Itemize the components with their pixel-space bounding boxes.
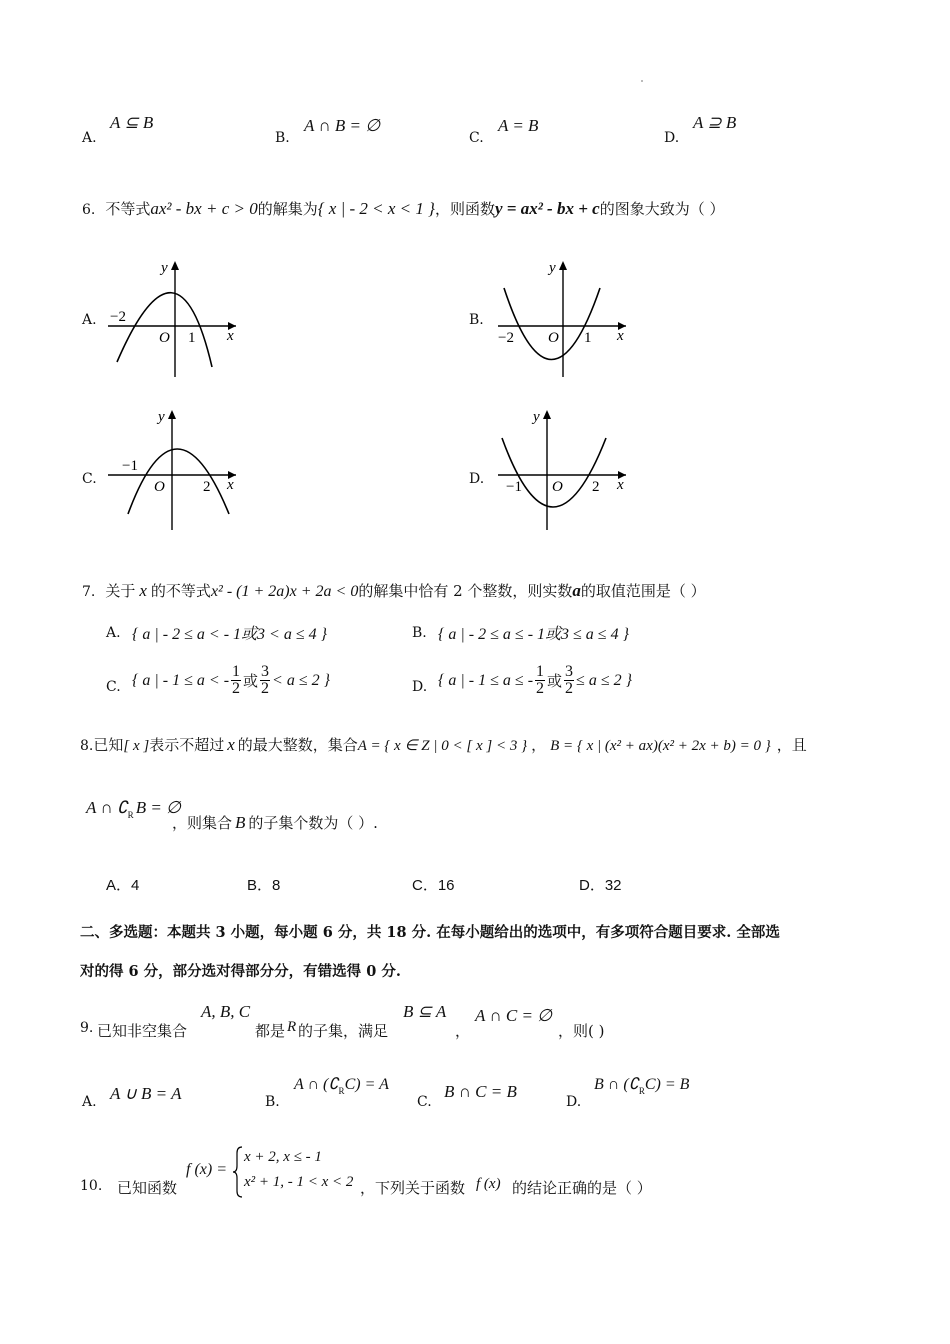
q8-floor: [ x ] [123, 738, 150, 754]
q7-var: x [139, 581, 147, 600]
q7-text-2: 的不等式 [150, 582, 211, 600]
q10-case-1: x + 2, x ≤ - 1 [244, 1149, 322, 1165]
q9-cond-1: B ⊆ A [403, 1002, 447, 1021]
q7-param: a [572, 581, 581, 600]
q9-option-a-label[interactable]: A. [82, 1094, 97, 1110]
d-fraction-2-num: 3 [565, 663, 574, 680]
q8-number: 8. [80, 738, 94, 754]
q8-option-d-value: 32 [604, 877, 622, 894]
q7-option-d-text [438, 664, 632, 697]
d9-sub: R [638, 1086, 645, 1096]
q8-text-6: 的子集个数为（ ）. [248, 814, 378, 832]
parabola-curve [504, 288, 600, 360]
q8-stem-line2 [172, 812, 378, 833]
c-fraction-1 [231, 664, 241, 697]
q9-option-c-label[interactable]: C. [417, 1094, 432, 1110]
q8-cond-end: B = ∅ [135, 798, 181, 817]
q7-stem [82, 580, 706, 601]
q6-number: 6. [82, 202, 96, 218]
parabola-curve [128, 449, 229, 514]
q8-cond-sub: R [127, 810, 134, 820]
x-axis-label: x [617, 328, 624, 344]
y-axis-label: y [533, 409, 540, 425]
q6-inequality: ax² - bx + c > 0 [150, 199, 258, 218]
q8-option-b-label: B． [247, 877, 273, 894]
c-pre: { a | - 1 ≤ a < - [132, 671, 230, 689]
q6-graph-a-label[interactable]: A. [82, 312, 97, 328]
q8-option-c[interactable] [412, 874, 455, 895]
q8-option-a-label: A． [106, 877, 132, 894]
q5-option-b-expr: A ∩ B = ∅ [304, 116, 381, 135]
q8-text-5: ，则集合 [172, 814, 233, 832]
x-axis-label: x [227, 328, 234, 344]
q7-text-3: 的解集中恰有 2 个整数，则实数 [358, 582, 573, 600]
y-axis-label: y [161, 260, 168, 276]
q10-fx: f (x) [476, 1176, 501, 1192]
neg-root-label: −2 [498, 330, 514, 346]
q9-cond-2: A ∩ C = ∅ [475, 1006, 552, 1025]
q6-graph-d-label[interactable]: D. [469, 471, 485, 487]
q8-option-d-label: D． [579, 877, 605, 894]
y-arrow-icon [559, 261, 567, 270]
neg-root-label: −1 [122, 458, 138, 474]
q9-text-2: 都是 [255, 1022, 286, 1040]
q6-solution-set: { x | - 2 < x < 1 } [317, 199, 435, 218]
q7-number: 7. [82, 584, 96, 600]
c-fraction-2 [260, 664, 270, 697]
q8-option-a-value: 4 [131, 877, 140, 894]
q6-stem [82, 198, 724, 219]
q6-graph-d [490, 404, 640, 534]
q9-option-d-label[interactable]: D. [566, 1094, 582, 1110]
origin-label: O [154, 479, 165, 495]
q6-graph-c-label[interactable]: C. [82, 471, 97, 487]
c-fraction-2-den: 2 [261, 680, 270, 697]
q9-r: R [287, 1019, 297, 1035]
q5-option-d-label[interactable]: D. [664, 130, 680, 146]
q7-option-b-label[interactable]: B. [412, 625, 427, 641]
d-fraction-1-den: 2 [536, 680, 545, 697]
q10-number: 10. [80, 1178, 103, 1194]
q5-option-c-expr: A = B [498, 116, 539, 135]
q7-option-b-text: { a | - 2 ≤ a ≤ - 1或3 ≤ a ≤ 4 } [438, 626, 629, 643]
origin-label: O [548, 330, 559, 346]
q9-text-1: 已知非空集合 [97, 1022, 188, 1040]
q8-option-c-label: C． [412, 877, 438, 894]
q8-option-a[interactable] [106, 874, 139, 895]
d-fraction-2-den: 2 [565, 680, 574, 697]
q8-option-b[interactable] [247, 874, 280, 895]
q9-option-b-label[interactable]: B. [265, 1094, 280, 1110]
q8-text-2: 表示不超过 [149, 736, 225, 754]
q8-option-d[interactable] [579, 874, 622, 895]
scan-speck [641, 80, 643, 82]
q9-number: 9. [80, 1020, 94, 1036]
piecewise-brace-icon [233, 1146, 243, 1198]
q6-graph-c [100, 404, 250, 534]
q6-text-3: ，则函数 [434, 200, 495, 218]
q7-option-a-label[interactable]: A. [106, 625, 121, 641]
q8-set-b: B = { x | (x² + ax)(x² + 2x + b) = 0 } [550, 738, 771, 754]
y-arrow-icon [171, 261, 179, 270]
neg-root-label: −1 [506, 479, 522, 495]
q9-comma: ， [455, 1022, 471, 1040]
q6-graph-b-label[interactable]: B. [469, 312, 484, 328]
q5-option-a-label[interactable]: A. [82, 130, 97, 146]
q9-option-c-expr: B ∩ C = B [444, 1082, 517, 1101]
d9-post: C) = B [644, 1076, 690, 1093]
q7-inequality: x² - (1 + 2a)x + 2a < 0 [210, 583, 359, 600]
q9-option-b-expr [294, 1074, 389, 1094]
origin-label: O [159, 330, 170, 346]
q7-text-4: 的取值范围是（ ） [580, 582, 706, 600]
q6-text-4: 的图象大致为（ ） [599, 200, 725, 218]
d9-pre: B ∩ (∁ [594, 1076, 639, 1093]
q5-option-c-label[interactable]: C. [469, 130, 484, 146]
x-axis-label: x [617, 477, 624, 493]
q10-text-2: ，下列关于函数 [360, 1179, 466, 1197]
parabola-curve [502, 438, 606, 507]
y-axis-label: y [549, 260, 556, 276]
section-2-heading-line1: 二、多选题：本题共 3 小题，每小题 6 分，共 18 分. 在每小题给出的选项中，有多项符合题目要求. 全部选 [80, 924, 780, 941]
q9-sets: A, B, C [201, 1002, 251, 1021]
y-arrow-icon [543, 410, 551, 419]
c-post: < a ≤ 2 } [272, 671, 331, 689]
y-axis-label: y [158, 409, 165, 425]
q9-option-d-expr [594, 1074, 689, 1094]
c-fraction-1-den: 2 [232, 680, 241, 697]
q7-option-c-label[interactable]: C. [106, 679, 121, 695]
q6-graph-b [490, 255, 640, 380]
b-sub: R [338, 1086, 345, 1096]
section-2-heading-line2: 对的得 6 分，部分选对得部分分，有错选得 0 分. [80, 963, 401, 980]
neg-root-label: −2 [110, 309, 126, 325]
pos-root-label: 1 [188, 330, 196, 346]
d-post: ≤ a ≤ 2 } [576, 671, 632, 689]
y-arrow-icon [168, 410, 176, 419]
d-fraction-2 [564, 664, 574, 697]
c-fraction-2-num: 3 [261, 663, 270, 680]
q9-option-a-expr: A ∪ B = A [110, 1084, 182, 1103]
b-pre: A ∩ (∁ [294, 1076, 339, 1093]
x-axis-label: x [227, 477, 234, 493]
q8-text-3: 的最大整数，集合 [237, 736, 358, 754]
q6-function: y = ax² - bx + c [494, 199, 600, 218]
q5-option-d-expr: A ⊇ B [693, 113, 737, 132]
q7-option-d-label[interactable]: D. [412, 679, 428, 695]
q8-condition [86, 798, 181, 818]
q8-stem-line1 [80, 734, 807, 755]
pos-root-label: 2 [203, 479, 211, 495]
q10-case-2: x² + 1, - 1 < x < 2 [244, 1174, 354, 1190]
d-fraction-1-num: 1 [536, 663, 545, 680]
q9-text-3: 的子集，满足 [298, 1022, 389, 1040]
d-mid: 或 [547, 672, 563, 690]
q7-option-c-text [132, 664, 330, 697]
d-fraction-1 [535, 664, 545, 697]
q10-fname: f (x) = [186, 1161, 227, 1178]
c-fraction-1-num: 1 [232, 663, 241, 680]
b-post: C) = A [344, 1076, 389, 1093]
q5-option-b-label[interactable]: B. [275, 130, 290, 146]
q8-option-c-value: 16 [437, 877, 455, 894]
origin-label: O [552, 479, 563, 495]
q8-text-1: 已知 [93, 736, 124, 754]
pos-root-label: 1 [584, 330, 592, 346]
q7-text-1: 关于 [105, 582, 136, 600]
d-pre: { a | - 1 ≤ a ≤ - [438, 671, 534, 689]
q8-var: x [227, 735, 235, 754]
q9-text-4: ，则( ) [558, 1022, 605, 1040]
q10-text-3: 的结论正确的是（ ） [512, 1179, 652, 1197]
q8-set-a: A = { x ∈ Z | 0 < [ x ] < 3 } [357, 738, 528, 754]
q6-graph-a [100, 255, 250, 380]
pos-root-label: 2 [592, 479, 600, 495]
q8-option-b-value: 8 [272, 877, 281, 894]
q7-option-a-text: { a | - 2 ≤ a < - 1或3 < a ≤ 4 } [132, 626, 328, 643]
q8-comma: ， [531, 736, 547, 754]
c-mid: 或 [243, 672, 259, 690]
q10-text-1: 已知函数 [117, 1179, 178, 1197]
q6-text-2: 的解集为 [257, 200, 318, 218]
q8-text-4: ，且 [776, 736, 807, 754]
q5-option-a-expr: A ⊆ B [110, 113, 154, 132]
q8-var-b: B [235, 813, 246, 832]
q6-text-1: 不等式 [105, 200, 151, 218]
q8-cond: A ∩ ∁ [86, 798, 128, 817]
